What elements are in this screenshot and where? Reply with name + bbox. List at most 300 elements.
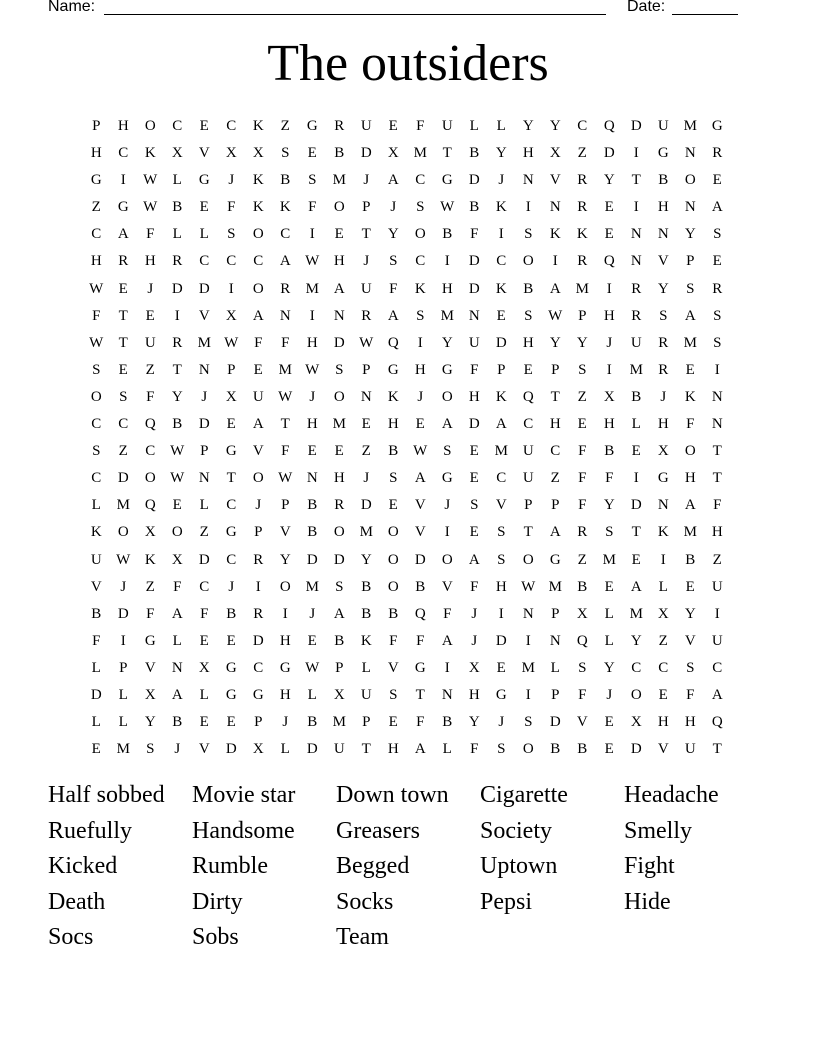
grid-letter[interactable]: L bbox=[91, 497, 102, 514]
grid-letter[interactable]: L bbox=[604, 605, 615, 622]
grid-letter[interactable]: H bbox=[657, 714, 670, 731]
grid-letter[interactable]: W bbox=[143, 199, 158, 216]
grid-letter[interactable]: H bbox=[549, 416, 562, 433]
grid-letter[interactable]: D bbox=[306, 551, 319, 568]
grid-letter[interactable]: T bbox=[712, 470, 723, 487]
grid-letter[interactable]: A bbox=[711, 199, 724, 216]
grid-letter[interactable]: M bbox=[629, 361, 644, 378]
grid-letter[interactable]: S bbox=[335, 361, 344, 378]
grid-letter[interactable]: P bbox=[551, 605, 560, 622]
grid-letter[interactable]: F bbox=[200, 605, 209, 622]
grid-letter[interactable]: J bbox=[255, 497, 262, 514]
grid-letter[interactable]: S bbox=[119, 388, 128, 405]
grid-letter[interactable]: I bbox=[525, 686, 532, 703]
grid-letter[interactable]: D bbox=[495, 334, 508, 351]
grid-letter[interactable]: B bbox=[361, 605, 372, 622]
grid-letter[interactable]: I bbox=[255, 578, 262, 595]
grid-letter[interactable]: I bbox=[282, 605, 289, 622]
grid-letter[interactable]: B bbox=[388, 605, 399, 622]
grid-letter[interactable]: Y bbox=[549, 118, 562, 134]
grid-letter[interactable]: T bbox=[523, 524, 534, 541]
grid-letter[interactable]: T bbox=[361, 741, 372, 758]
grid-letter[interactable]: D bbox=[171, 280, 184, 297]
grid-letter[interactable]: O bbox=[387, 551, 400, 568]
grid-letter[interactable]: Z bbox=[577, 388, 588, 405]
grid-letter[interactable]: U bbox=[360, 118, 373, 134]
grid-letter[interactable]: I bbox=[633, 199, 640, 216]
grid-letter[interactable]: T bbox=[226, 470, 237, 487]
grid-letter[interactable]: A bbox=[171, 605, 184, 622]
grid-letter[interactable]: A bbox=[252, 416, 265, 433]
grid-letter[interactable]: O bbox=[252, 226, 265, 243]
grid-letter[interactable]: N bbox=[198, 470, 211, 487]
grid-letter[interactable]: Y bbox=[495, 145, 508, 162]
grid-letter[interactable]: B bbox=[226, 605, 237, 622]
grid-letter[interactable]: B bbox=[280, 172, 291, 189]
grid-letter[interactable]: I bbox=[174, 307, 181, 324]
grid-letter[interactable]: L bbox=[172, 632, 183, 649]
grid-letter[interactable]: E bbox=[415, 416, 426, 433]
grid-letter[interactable]: C bbox=[118, 145, 129, 162]
grid-letter[interactable]: S bbox=[92, 361, 101, 378]
grid-letter[interactable]: E bbox=[334, 443, 345, 460]
grid-letter[interactable]: E bbox=[199, 118, 210, 134]
grid-letter[interactable]: C bbox=[577, 118, 588, 134]
grid-letter[interactable]: W bbox=[521, 578, 536, 595]
grid-letter[interactable]: I bbox=[606, 361, 613, 378]
grid-letter[interactable]: K bbox=[495, 388, 508, 405]
grid-letter[interactable]: E bbox=[361, 416, 372, 433]
name-blank-line[interactable] bbox=[104, 14, 606, 15]
grid-letter[interactable]: Q bbox=[387, 334, 400, 351]
grid-letter[interactable]: J bbox=[471, 605, 478, 622]
grid-letter[interactable]: F bbox=[254, 334, 263, 351]
grid-letter[interactable]: H bbox=[117, 118, 130, 134]
grid-letter[interactable]: R bbox=[361, 307, 372, 324]
grid-letter[interactable]: H bbox=[279, 686, 292, 703]
grid-letter[interactable]: K bbox=[252, 172, 265, 189]
grid-letter[interactable]: S bbox=[524, 714, 533, 731]
grid-letter[interactable]: D bbox=[333, 334, 346, 351]
grid-letter[interactable]: M bbox=[602, 551, 617, 568]
grid-letter[interactable]: R bbox=[577, 524, 588, 541]
grid-letter[interactable]: X bbox=[171, 145, 184, 162]
grid-letter[interactable]: G bbox=[252, 686, 265, 703]
grid-letter[interactable]: F bbox=[470, 361, 479, 378]
grid-letter[interactable]: U bbox=[144, 334, 157, 351]
grid-letter[interactable]: B bbox=[604, 443, 615, 460]
grid-letter[interactable]: V bbox=[576, 714, 589, 731]
grid-letter[interactable]: O bbox=[252, 280, 265, 297]
grid-letter[interactable]: U bbox=[630, 334, 643, 351]
grid-letter[interactable]: I bbox=[498, 605, 505, 622]
grid-letter[interactable]: N bbox=[198, 361, 211, 378]
grid-letter[interactable]: H bbox=[468, 686, 481, 703]
grid-letter[interactable]: F bbox=[416, 118, 425, 134]
grid-letter[interactable]: T bbox=[712, 443, 723, 460]
grid-letter[interactable]: S bbox=[389, 253, 398, 270]
grid-letter[interactable]: V bbox=[387, 659, 400, 676]
grid-letter[interactable]: U bbox=[333, 741, 346, 758]
grid-letter[interactable]: S bbox=[335, 578, 344, 595]
grid-letter[interactable]: E bbox=[469, 443, 480, 460]
grid-letter[interactable]: W bbox=[548, 307, 563, 324]
grid-letter[interactable]: N bbox=[684, 145, 697, 162]
grid-letter[interactable]: X bbox=[468, 659, 481, 676]
grid-letter[interactable]: B bbox=[388, 443, 399, 460]
grid-letter[interactable]: J bbox=[498, 172, 505, 189]
grid-letter[interactable]: E bbox=[226, 714, 237, 731]
grid-letter[interactable]: N bbox=[171, 659, 184, 676]
grid-letter[interactable]: E bbox=[658, 686, 669, 703]
grid-letter[interactable]: M bbox=[413, 145, 428, 162]
grid-letter[interactable]: I bbox=[633, 470, 640, 487]
grid-letter[interactable]: K bbox=[360, 632, 373, 649]
grid-letter[interactable]: P bbox=[254, 714, 263, 731]
grid-letter[interactable]: W bbox=[170, 443, 185, 460]
grid-letter[interactable]: H bbox=[495, 578, 508, 595]
grid-letter[interactable]: B bbox=[523, 280, 534, 297]
grid-letter[interactable]: Z bbox=[145, 361, 156, 378]
grid-letter[interactable]: R bbox=[712, 145, 723, 162]
grid-letter[interactable]: T bbox=[631, 172, 642, 189]
grid-letter[interactable]: P bbox=[362, 714, 371, 731]
grid-letter[interactable]: A bbox=[468, 551, 481, 568]
grid-letter[interactable]: W bbox=[305, 253, 320, 270]
grid-letter[interactable]: E bbox=[388, 497, 399, 514]
grid-letter[interactable]: P bbox=[551, 361, 560, 378]
grid-letter[interactable]: J bbox=[201, 388, 208, 405]
grid-letter[interactable]: D bbox=[117, 605, 130, 622]
grid-letter[interactable]: R bbox=[631, 280, 642, 297]
grid-letter[interactable]: I bbox=[444, 659, 451, 676]
grid-letter[interactable]: X bbox=[657, 443, 670, 460]
grid-letter[interactable]: Z bbox=[550, 470, 561, 487]
grid-letter[interactable]: J bbox=[120, 578, 127, 595]
grid-letter[interactable]: A bbox=[549, 524, 562, 541]
grid-letter[interactable]: R bbox=[712, 280, 723, 297]
grid-letter[interactable]: J bbox=[228, 578, 235, 595]
grid-letter[interactable]: F bbox=[92, 632, 101, 649]
grid-letter[interactable]: K bbox=[495, 280, 508, 297]
grid-letter[interactable]: S bbox=[686, 659, 695, 676]
grid-letter[interactable]: N bbox=[549, 632, 562, 649]
grid-letter[interactable]: H bbox=[684, 714, 697, 731]
grid-letter[interactable]: E bbox=[199, 714, 210, 731]
grid-letter[interactable]: B bbox=[307, 524, 318, 541]
grid-letter[interactable]: G bbox=[225, 524, 238, 541]
grid-letter[interactable]: I bbox=[444, 524, 451, 541]
grid-letter[interactable]: Y bbox=[603, 497, 616, 514]
grid-letter[interactable]: A bbox=[387, 307, 400, 324]
grid-letter[interactable]: F bbox=[173, 578, 182, 595]
grid-letter[interactable]: W bbox=[278, 470, 293, 487]
grid-letter[interactable]: G bbox=[441, 470, 454, 487]
grid-letter[interactable]: F bbox=[713, 497, 722, 514]
grid-letter[interactable]: C bbox=[199, 253, 210, 270]
grid-letter[interactable]: Q bbox=[576, 632, 589, 649]
grid-letter[interactable]: L bbox=[91, 659, 102, 676]
grid-letter[interactable]: I bbox=[525, 199, 532, 216]
grid-letter[interactable]: W bbox=[89, 334, 104, 351]
grid-letter[interactable]: X bbox=[198, 659, 211, 676]
grid-letter[interactable]: N bbox=[657, 226, 670, 243]
grid-letter[interactable]: A bbox=[252, 307, 265, 324]
grid-letter[interactable]: S bbox=[389, 686, 398, 703]
grid-letter[interactable]: H bbox=[684, 470, 697, 487]
grid-letter[interactable]: H bbox=[657, 416, 670, 433]
grid-letter[interactable]: X bbox=[387, 145, 400, 162]
grid-letter[interactable]: J bbox=[606, 334, 613, 351]
grid-letter[interactable]: E bbox=[496, 307, 507, 324]
grid-letter[interactable]: F bbox=[578, 470, 587, 487]
grid-letter[interactable]: S bbox=[578, 659, 587, 676]
grid-letter[interactable]: Q bbox=[711, 714, 724, 731]
grid-letter[interactable]: O bbox=[90, 388, 103, 405]
grid-letter[interactable]: F bbox=[227, 199, 236, 216]
grid-letter[interactable]: J bbox=[309, 605, 316, 622]
grid-letter[interactable]: Z bbox=[145, 578, 156, 595]
grid-letter[interactable]: L bbox=[658, 578, 669, 595]
grid-letter[interactable]: R bbox=[253, 551, 264, 568]
grid-letter[interactable]: C bbox=[550, 443, 561, 460]
grid-letter[interactable]: U bbox=[252, 388, 265, 405]
grid-letter[interactable]: E bbox=[523, 361, 534, 378]
grid-letter[interactable]: H bbox=[603, 416, 616, 433]
grid-letter[interactable]: B bbox=[442, 226, 453, 243]
grid-letter[interactable]: C bbox=[91, 416, 102, 433]
grid-letter[interactable]: U bbox=[657, 118, 670, 134]
date-blank-line[interactable] bbox=[672, 14, 738, 15]
grid-letter[interactable]: W bbox=[359, 334, 374, 351]
grid-letter[interactable]: Y bbox=[468, 714, 481, 731]
grid-letter[interactable]: Z bbox=[577, 145, 588, 162]
grid-letter[interactable]: F bbox=[146, 605, 155, 622]
grid-letter[interactable]: R bbox=[577, 253, 588, 270]
grid-letter[interactable]: A bbox=[495, 416, 508, 433]
grid-letter[interactable]: R bbox=[172, 334, 183, 351]
grid-letter[interactable]: O bbox=[441, 388, 454, 405]
grid-letter[interactable]: I bbox=[444, 253, 451, 270]
grid-letter[interactable]: B bbox=[172, 199, 183, 216]
grid-letter[interactable]: I bbox=[120, 632, 127, 649]
grid-letter[interactable]: E bbox=[253, 361, 264, 378]
grid-letter[interactable]: O bbox=[522, 741, 535, 758]
grid-letter[interactable]: L bbox=[118, 686, 129, 703]
grid-letter[interactable]: L bbox=[172, 226, 183, 243]
grid-letter[interactable]: Y bbox=[603, 659, 616, 676]
grid-letter[interactable]: N bbox=[279, 307, 292, 324]
grid-letter[interactable]: Q bbox=[603, 253, 616, 270]
grid-letter[interactable]: A bbox=[441, 416, 454, 433]
grid-letter[interactable]: A bbox=[549, 280, 562, 297]
grid-letter[interactable]: R bbox=[577, 172, 588, 189]
grid-letter[interactable]: T bbox=[550, 388, 561, 405]
grid-letter[interactable]: R bbox=[658, 361, 669, 378]
grid-letter[interactable]: B bbox=[658, 172, 669, 189]
grid-letter[interactable]: C bbox=[712, 659, 723, 676]
grid-letter[interactable]: V bbox=[657, 253, 670, 270]
grid-letter[interactable]: G bbox=[387, 361, 400, 378]
grid-letter[interactable]: L bbox=[496, 118, 507, 134]
grid-letter[interactable]: J bbox=[390, 199, 397, 216]
grid-letter[interactable]: O bbox=[144, 118, 157, 134]
grid-letter[interactable]: X bbox=[144, 686, 157, 703]
grid-letter[interactable]: D bbox=[468, 253, 481, 270]
grid-letter[interactable]: F bbox=[146, 226, 155, 243]
grid-letter[interactable]: N bbox=[522, 172, 535, 189]
grid-letter[interactable]: E bbox=[604, 226, 615, 243]
grid-letter[interactable]: K bbox=[414, 280, 427, 297]
grid-letter[interactable]: O bbox=[333, 388, 346, 405]
grid-letter[interactable]: A bbox=[711, 686, 724, 703]
grid-letter[interactable]: U bbox=[441, 118, 454, 134]
grid-letter[interactable]: N bbox=[549, 199, 562, 216]
grid-letter[interactable]: S bbox=[443, 443, 452, 460]
grid-letter[interactable]: L bbox=[631, 416, 642, 433]
grid-letter[interactable]: S bbox=[524, 226, 533, 243]
grid-letter[interactable]: L bbox=[118, 714, 129, 731]
grid-letter[interactable]: B bbox=[334, 632, 345, 649]
grid-letter[interactable]: R bbox=[631, 307, 642, 324]
grid-letter[interactable]: Y bbox=[360, 551, 373, 568]
grid-letter[interactable]: V bbox=[198, 307, 211, 324]
grid-letter[interactable]: C bbox=[172, 118, 183, 134]
grid-letter[interactable]: L bbox=[172, 172, 183, 189]
grid-letter[interactable]: E bbox=[685, 578, 696, 595]
grid-letter[interactable]: E bbox=[685, 361, 696, 378]
grid-letter[interactable]: A bbox=[684, 307, 697, 324]
grid-letter[interactable]: I bbox=[309, 307, 316, 324]
grid-letter[interactable]: S bbox=[416, 199, 425, 216]
grid-letter[interactable]: C bbox=[226, 551, 237, 568]
grid-letter[interactable]: E bbox=[631, 443, 642, 460]
grid-letter[interactable]: D bbox=[225, 741, 238, 758]
grid-letter[interactable]: O bbox=[171, 524, 184, 541]
grid-letter[interactable]: L bbox=[91, 714, 102, 731]
grid-letter[interactable]: J bbox=[498, 714, 505, 731]
grid-letter[interactable]: S bbox=[308, 172, 317, 189]
grid-letter[interactable]: J bbox=[147, 280, 154, 297]
grid-letter[interactable]: V bbox=[549, 172, 562, 189]
grid-letter[interactable]: M bbox=[683, 334, 698, 351]
grid-letter[interactable]: C bbox=[226, 497, 237, 514]
grid-letter[interactable]: V bbox=[414, 497, 427, 514]
grid-letter[interactable]: B bbox=[469, 199, 480, 216]
grid-letter[interactable]: V bbox=[279, 524, 292, 541]
grid-letter[interactable]: A bbox=[441, 632, 454, 649]
grid-letter[interactable]: F bbox=[389, 632, 398, 649]
grid-letter[interactable]: F bbox=[578, 686, 587, 703]
grid-letter[interactable]: O bbox=[117, 524, 130, 541]
grid-letter[interactable]: D bbox=[198, 416, 211, 433]
grid-letter[interactable]: W bbox=[89, 280, 104, 297]
grid-letter[interactable]: E bbox=[469, 470, 480, 487]
grid-letter[interactable]: H bbox=[144, 253, 157, 270]
grid-letter[interactable]: M bbox=[359, 524, 374, 541]
grid-letter[interactable]: J bbox=[309, 388, 316, 405]
grid-letter[interactable]: J bbox=[471, 632, 478, 649]
grid-letter[interactable]: R bbox=[577, 199, 588, 216]
grid-letter[interactable]: Z bbox=[118, 443, 129, 460]
grid-letter[interactable]: B bbox=[415, 578, 426, 595]
grid-letter[interactable]: U bbox=[360, 280, 373, 297]
grid-letter[interactable]: M bbox=[494, 443, 509, 460]
grid-letter[interactable]: V bbox=[198, 145, 211, 162]
grid-letter[interactable]: K bbox=[279, 199, 292, 216]
grid-letter[interactable]: E bbox=[91, 741, 102, 758]
grid-letter[interactable]: B bbox=[577, 741, 588, 758]
grid-letter[interactable]: A bbox=[117, 226, 130, 243]
grid-letter[interactable]: C bbox=[658, 659, 669, 676]
grid-letter[interactable]: U bbox=[711, 632, 724, 649]
grid-letter[interactable]: I bbox=[417, 334, 424, 351]
grid-letter[interactable]: F bbox=[416, 714, 425, 731]
grid-letter[interactable]: D bbox=[198, 280, 211, 297]
grid-letter[interactable]: N bbox=[441, 686, 454, 703]
grid-letter[interactable]: Q bbox=[522, 388, 535, 405]
grid-letter[interactable]: G bbox=[711, 118, 724, 134]
grid-letter[interactable]: H bbox=[306, 334, 319, 351]
grid-letter[interactable]: C bbox=[226, 118, 237, 134]
grid-letter[interactable]: A bbox=[333, 280, 346, 297]
grid-letter[interactable]: X bbox=[225, 307, 238, 324]
grid-letter[interactable]: I bbox=[120, 172, 127, 189]
grid-letter[interactable]: Y bbox=[171, 388, 184, 405]
grid-letter[interactable]: P bbox=[362, 361, 371, 378]
grid-letter[interactable]: F bbox=[605, 470, 614, 487]
grid-letter[interactable]: T bbox=[118, 334, 129, 351]
grid-letter[interactable]: A bbox=[414, 470, 427, 487]
grid-letter[interactable]: E bbox=[604, 741, 615, 758]
grid-letter[interactable]: G bbox=[306, 118, 319, 134]
grid-letter[interactable]: D bbox=[360, 497, 373, 514]
grid-letter[interactable]: G bbox=[117, 199, 130, 216]
grid-letter[interactable]: X bbox=[630, 714, 643, 731]
grid-letter[interactable]: S bbox=[389, 470, 398, 487]
grid-letter[interactable]: M bbox=[521, 659, 536, 676]
grid-letter[interactable]: M bbox=[548, 578, 563, 595]
grid-letter[interactable]: D bbox=[549, 714, 562, 731]
grid-letter[interactable]: F bbox=[578, 443, 587, 460]
grid-letter[interactable]: J bbox=[417, 388, 424, 405]
grid-letter[interactable]: J bbox=[363, 172, 370, 189]
grid-letter[interactable]: M bbox=[305, 578, 320, 595]
grid-letter[interactable]: Y bbox=[279, 551, 292, 568]
grid-letter[interactable]: D bbox=[495, 632, 508, 649]
grid-letter[interactable]: F bbox=[686, 416, 695, 433]
grid-letter[interactable]: O bbox=[414, 226, 427, 243]
grid-letter[interactable]: E bbox=[172, 497, 183, 514]
grid-letter[interactable]: H bbox=[387, 741, 400, 758]
grid-letter[interactable]: P bbox=[524, 497, 533, 514]
grid-letter[interactable]: O bbox=[522, 551, 535, 568]
grid-letter[interactable]: X bbox=[657, 605, 670, 622]
grid-letter[interactable]: T bbox=[118, 307, 129, 324]
grid-letter[interactable]: L bbox=[604, 632, 615, 649]
grid-letter[interactable]: X bbox=[252, 145, 265, 162]
grid-letter[interactable]: Y bbox=[549, 334, 562, 351]
grid-letter[interactable]: N bbox=[306, 470, 319, 487]
grid-letter[interactable]: X bbox=[171, 551, 184, 568]
grid-letter[interactable]: O bbox=[522, 253, 535, 270]
grid-letter[interactable]: S bbox=[713, 307, 722, 324]
grid-letter[interactable]: O bbox=[684, 172, 697, 189]
grid-letter[interactable]: O bbox=[684, 443, 697, 460]
grid-letter[interactable]: F bbox=[443, 605, 452, 622]
grid-letter[interactable]: E bbox=[118, 361, 129, 378]
grid-letter[interactable]: B bbox=[172, 416, 183, 433]
